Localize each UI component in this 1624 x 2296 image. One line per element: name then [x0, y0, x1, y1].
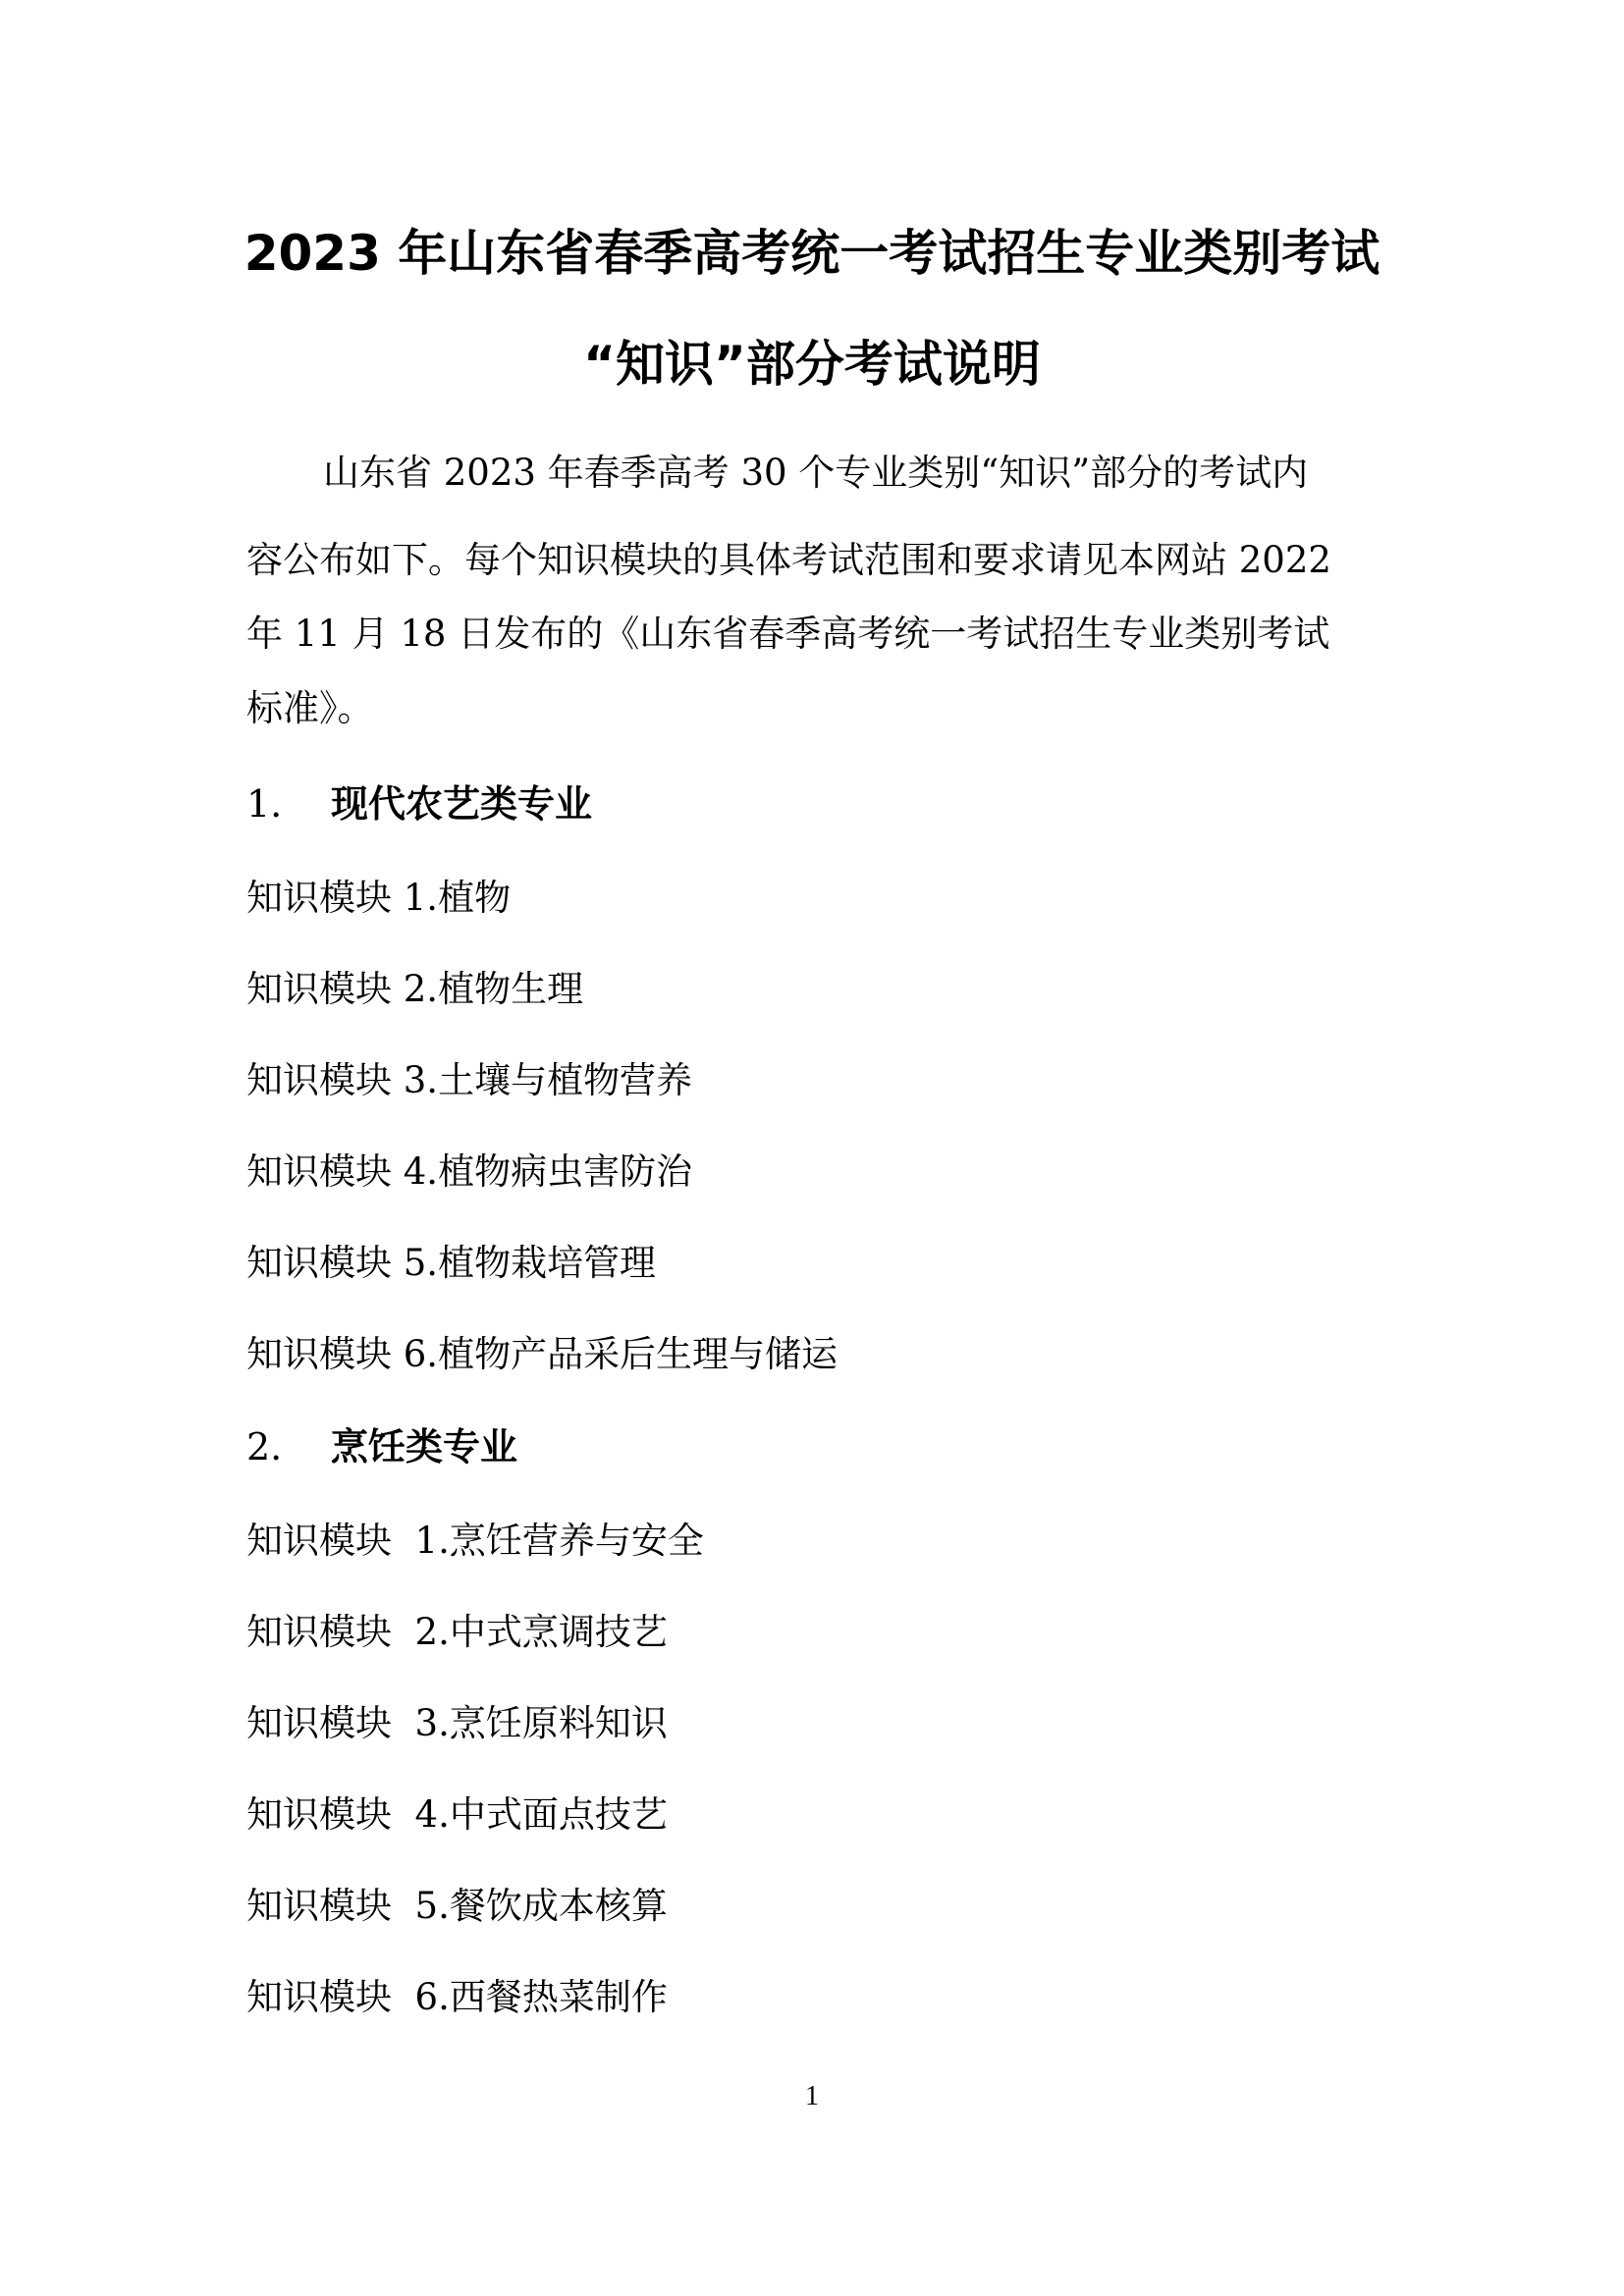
- page-number: 1: [805, 2081, 819, 2111]
- knowledge-module-item: 知识模块 5.餐饮成本核算: [246, 1885, 668, 1927]
- knowledge-module-item: 知识模块 6.植物产品采后生理与储运: [246, 1333, 839, 1375]
- knowledge-module-item: 知识模块 3.烹饪原料知识: [246, 1702, 668, 1744]
- intro-line: 标准》。: [246, 687, 374, 729]
- knowledge-module-item: 知识模块 1.烹饪营养与安全: [246, 1520, 704, 1562]
- knowledge-module-item: 知识模块 3.土壤与植物营养: [246, 1059, 693, 1101]
- section-number: 2.: [246, 1425, 283, 1468]
- knowledge-module-item: 知识模块 2.中式烹调技艺: [246, 1611, 668, 1653]
- intro-line: 年 11 月 18 日发布的《山东省春季高考统一考试招生专业类别考试: [246, 613, 1330, 655]
- section-title: 烹饪类专业: [331, 1425, 518, 1468]
- section-heading: [246, 1422, 517, 1471]
- intro-line: 山东省 2023 年春季高考 30 个专业类别“知识”部分的考试内: [323, 452, 1309, 494]
- document-title-line-2: “知识”部分考试说明: [583, 336, 1041, 393]
- knowledge-module-item: 知识模块 4.植物病虫害防治: [246, 1150, 693, 1193]
- knowledge-module-item: 知识模块 6.西餐热菜制作: [246, 1976, 668, 2018]
- document-title-line-1: 2023 年山东省春季高考统一考试招生专业类别考试: [244, 225, 1380, 282]
- intro-line: 容公布如下。每个知识模块的具体考试范围和要求请见本网站 2022: [246, 539, 1331, 581]
- section-heading: [246, 779, 592, 828]
- knowledge-module-item: 知识模块 4.中式面点技艺: [246, 1793, 668, 1836]
- knowledge-module-item: 知识模块 1.植物: [246, 877, 512, 919]
- knowledge-module-item: 知识模块 2.植物生理: [246, 968, 584, 1010]
- section-number: 1.: [246, 782, 283, 826]
- section-title: 现代农艺类专业: [331, 782, 593, 826]
- knowledge-module-item: 知识模块 5.植物栽培管理: [246, 1242, 657, 1284]
